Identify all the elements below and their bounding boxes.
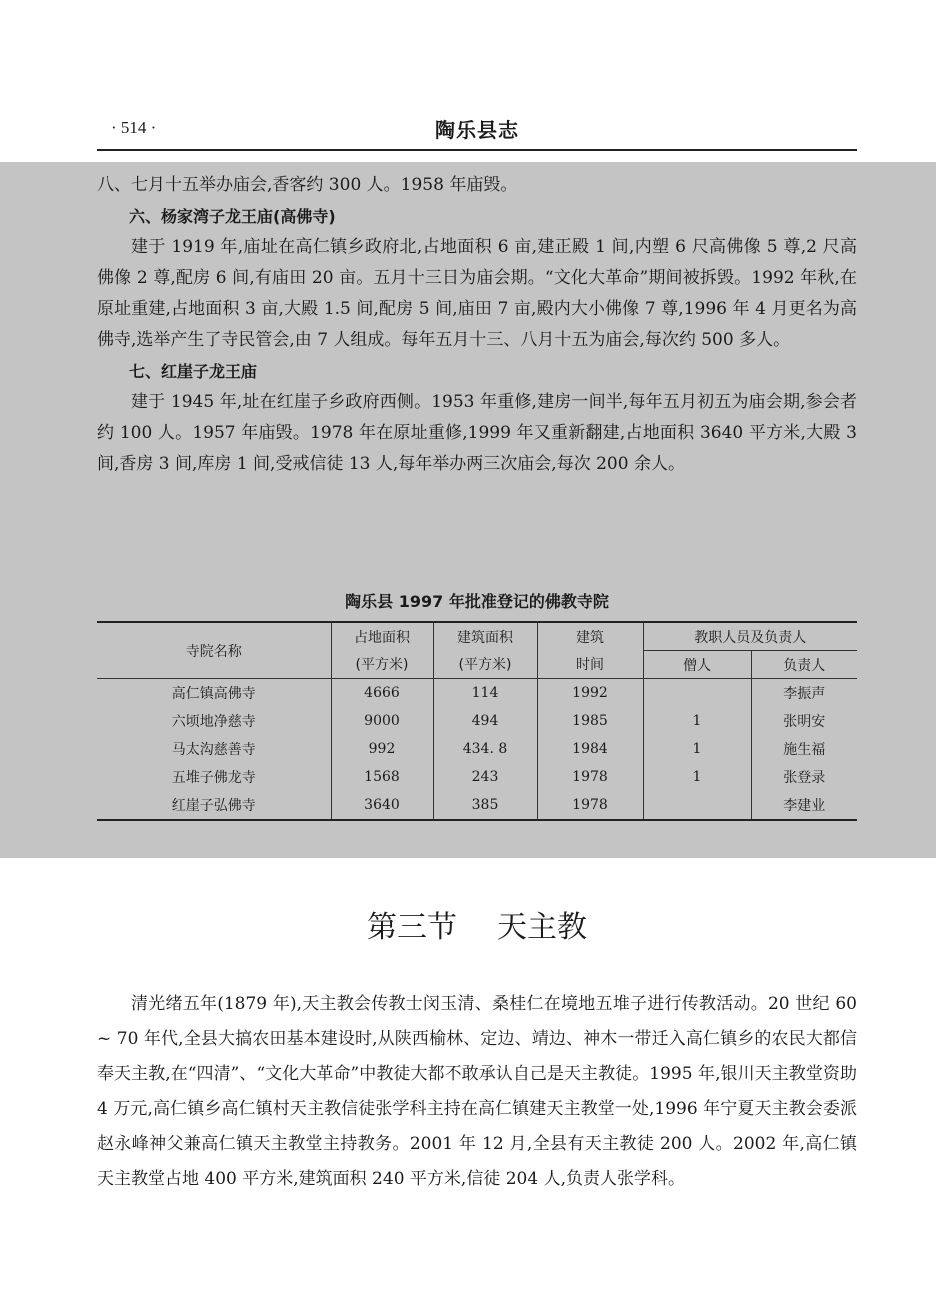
cell-year: 1978 [537,791,643,820]
catholicism-paragraph: 清光绪五年(1879 年),天主教会传教士闵玉清、桑桂仁在境地五堆子进行传教活动。20 世纪 60 ~ 70 年代,全县大搞农田基本建设时,从陕西榆林、定边、靖边、神木一带迁入高仁镇乡的农民大都信奉天主教,在“四清”、“文化大革命”中教徒大都不敢承认自己是天主教徒。1995 年,银川天主教堂资助 4 万元,高仁镇乡高仁镇村天主教信徒张学科主持在高仁镇建天主教堂一处,1996 年宁夏天主教会委派赵永峰神父兼高仁镇天主教堂主持教务。2001 年 12 月,全县有天主教徒 200 人。2002 年,高仁镇天主教堂占地 400 平方米,建筑面积 240 平方米,信徒 204 人,负责人张学科。 [97,994,857,1189]
table-row [97,763,857,791]
header-land-unit: (平方米) [331,651,433,679]
cell-land: 3640 [331,791,433,820]
cell-name: 五堆子佛龙寺 [97,763,331,791]
cell-building: 243 [433,763,537,791]
cell-land: 1568 [331,763,433,791]
table-row [97,735,857,763]
header-rule [97,149,857,151]
subheading-hongyazi-temple: 七、红崖子龙王庙 [129,362,258,381]
table-row [97,707,857,735]
cell-monks: 1 [643,735,751,763]
paragraph-yangjiawan-temple: 建于 1919 年,庙址在高仁镇乡政府北,占地面积 6 亩,建正殿 1 间,内塑 6 尺高佛像 5 尊,2 尺高佛像 2 尊,配房 6 间,有庙田 20 亩。五月十三日为庙会期。“文化大革命”期间被拆毁。1992 年秋,在原址重建,占地面积 3 亩,大殿 1.5 间,配房 5 间,庙田 7 亩,殿内大小佛像 7 尊,1996 年 4 月更名为高佛寺,选举产生了寺民管会,由 7 人组成。每年五月十三、八月十五为庙会,每次约 500 多人。 [97,237,857,350]
book-title: 陶乐县志 [435,118,519,142]
header-building-unit: (平方米) [433,651,537,679]
cell-land: 992 [331,735,433,763]
cell-monks [643,791,751,820]
header-leader: 负责人 [751,651,857,679]
cell-leader: 施生福 [783,742,826,758]
cell-year: 1985 [537,707,643,735]
table-row [97,791,857,820]
header-staff: 教职人员及负责人 [643,622,857,651]
catholicism-text-block [97,987,857,1197]
header-temple-name: 寺院名称 [97,622,331,679]
top-text-block [97,170,857,480]
cell-building: 434. 8 [433,735,537,763]
header-building-area: 建筑面积 [433,622,537,651]
cell-building: 385 [433,791,537,820]
section-number: 第三节 [367,910,457,945]
paragraph-hongyazi-temple: 建于 1945 年,址在红崖子乡政府西侧。1953 年重修,建房一间半,每年五月初五为庙会期,参会者约 100 人。1957 年庙毁。1978 年在原址重修,1999 年又重新翻建,占地面积 3640 平方米,大殿 3 间,香房 3 间,库房 1 间,受戒信徒 13 人,每年举办两三次庙会,每次 200 余人。 [97,392,857,474]
cell-leader: 张登录 [783,770,826,786]
page-number: · 514 · [111,118,157,137]
cell-name: 六顷地净慈寺 [97,707,331,735]
cell-leader: 李振声 [783,686,826,702]
cell-monks: 1 [643,707,751,735]
section-heading [97,902,857,946]
cell-monks [643,679,751,708]
cell-leader: 张明安 [783,714,826,730]
table-row [97,679,857,708]
temples-table [97,621,857,821]
cell-year: 1978 [537,763,643,791]
table-title: 陶乐县 1997 年批准登记的佛教寺院 [345,592,609,611]
cell-year: 1984 [537,735,643,763]
header-land-area: 占地面积 [331,622,433,651]
header-monks: 僧人 [643,651,751,679]
cell-name: 红崖子弘佛寺 [97,791,331,820]
cell-name: 高仁镇高佛寺 [97,679,331,708]
cell-land: 9000 [331,707,433,735]
continuation-paragraph: 八、七月十五举办庙会,香客约 300 人。1958 年庙毁。 [97,175,518,195]
cell-monks: 1 [643,763,751,791]
subheading-yangjiawan-temple: 六、杨家湾子龙王庙(高佛寺) [129,207,336,226]
cell-year: 1992 [537,679,643,708]
cell-building: 114 [433,679,537,708]
page-header [97,112,857,148]
cell-land: 4666 [331,679,433,708]
header-built-time: 时间 [537,651,643,679]
section-title: 天主教 [497,910,587,945]
table-header-row [97,622,857,651]
cell-building: 494 [433,707,537,735]
cell-leader: 李建业 [783,798,826,814]
header-built: 建筑 [537,622,643,651]
cell-name: 马太沟慈善寺 [97,735,331,763]
